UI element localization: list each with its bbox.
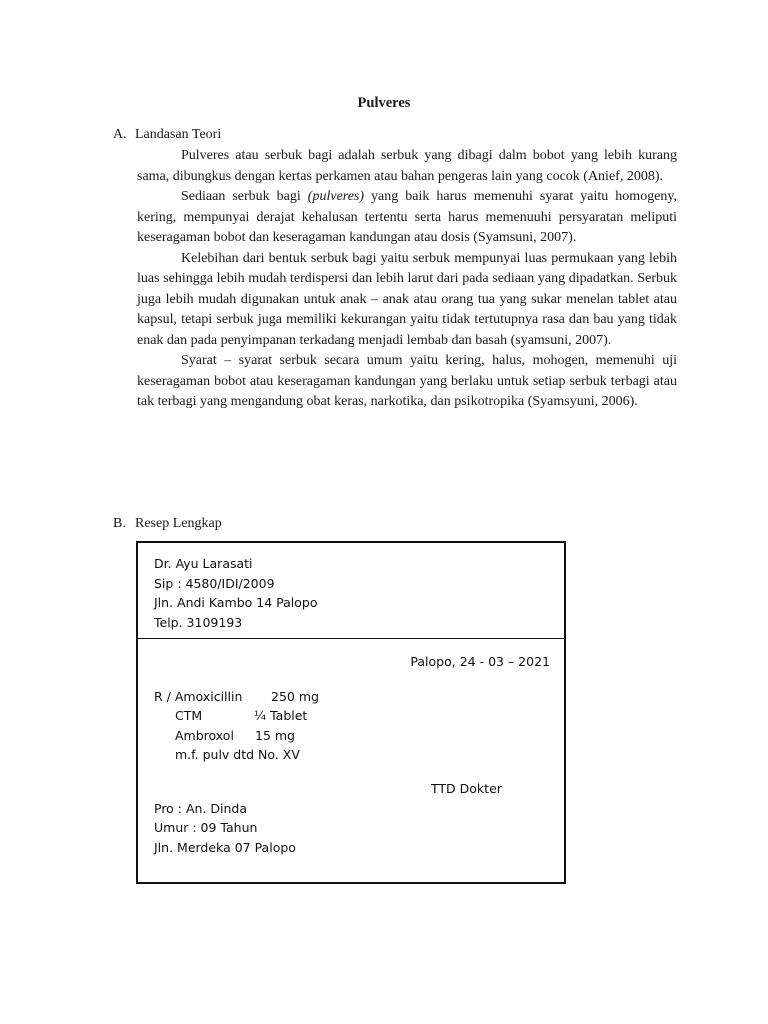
paragraph-definition: Pulveres atau serbuk bagi adalah serbuk yang dibagi dalm bobot yang lebih kurang sama, dibungkus dengan kertas perkamen atau bahan pengeras lain yang cocok (Anief, 2008).	[137, 148, 677, 184]
paragraph-requirements-end: yang baik harus memenuhi syarat yaitu homogeny, kering, mempunyai derajat kehalusan tertentu serta harus memenuuhi persyaratan meliputi keseragaman bobot dan keseragaman kandungan atau dosis (Syamsuni, 2007).	[137, 189, 677, 245]
patient-info	[154, 799, 296, 857]
section-b-heading	[113, 514, 222, 535]
section-a-title: Landasan Teori	[135, 127, 222, 142]
paragraph-requirements-italic: (pulveres)	[307, 189, 365, 204]
paragraph-requirements-start: Sediaan serbuk bagi	[181, 189, 308, 204]
prescription-box	[136, 541, 566, 884]
prescription-item	[154, 706, 319, 725]
section-b-letter: B.	[113, 516, 126, 531]
section-a-body	[137, 146, 677, 413]
patient-address: Jln. Merdeka 07 Palopo	[154, 839, 296, 855]
section-b-title: Resep Lengkap	[135, 516, 222, 531]
item-dose: ¼ Tablet	[254, 708, 308, 724]
prescription-header	[138, 543, 564, 639]
paragraph-requirements	[137, 187, 677, 249]
item-name: R / Amoxicillin	[154, 689, 243, 704]
item-name: Ambroxol	[175, 727, 234, 743]
section-a-letter: A.	[113, 127, 127, 142]
compounding-instruction: m.f. pulv dtd No. XV	[175, 746, 300, 762]
doctor-name: Dr. Ayu Larasati	[154, 556, 253, 571]
page-title: Pulveres	[357, 95, 411, 111]
patient-name: Pro : An. Dinda	[154, 801, 248, 816]
prescription-item	[154, 687, 319, 706]
doctor-phone: Telp. 3109193	[154, 614, 243, 630]
prescription-date: Palopo, 24 - 03 – 2021	[410, 654, 550, 669]
doctor-address: Jln. Andi Kambo 14 Palopo	[154, 595, 318, 610]
paragraph-general-requirements: Syarat – syarat serbuk secara umum yaitu kering, halus, mohogen, memenuhi uji keseragaman bobot atau keseragaman kandungan yang berlaku untuk setiap serbuk terbagi atau tak terbagi yang mengandung obat keras, narkotika, dan psikotropika (Syamsyuni, 2006).	[137, 353, 677, 409]
item-dose: 15 mg	[255, 727, 295, 743]
item-dose: 250 mg	[271, 689, 319, 704]
prescription-item	[154, 726, 319, 745]
prescription-items	[154, 687, 319, 764]
item-name: CTM	[175, 708, 203, 724]
paragraph-advantages: Kelebihan dari bentuk serbuk bagi yaitu serbuk mempunyai luas permukaan yang lebih luas sehingga lebih mudah terdispersi dan lebih larut dari pada sediaan yang dipadatkan. Serbuk juga lebih mudah digunakan untuk anak – anak atau orang tua yang sukar menelan tablet atau kapsul, tetapi serbuk juga memiliki kekurangan yaitu tidak tertutupnya rasa dan bau yang tidak enak dan pada penyimpanan terkadang menjadi lembab dan basah (syamsuni, 2007).	[137, 250, 677, 348]
patient-age: Umur : 09 Tahun	[154, 820, 258, 836]
doctor-signature: TTD Dokter	[431, 781, 502, 796]
doctor-sip: Sip : 4580/IDI/2009	[154, 575, 275, 591]
section-a-heading	[113, 125, 221, 146]
